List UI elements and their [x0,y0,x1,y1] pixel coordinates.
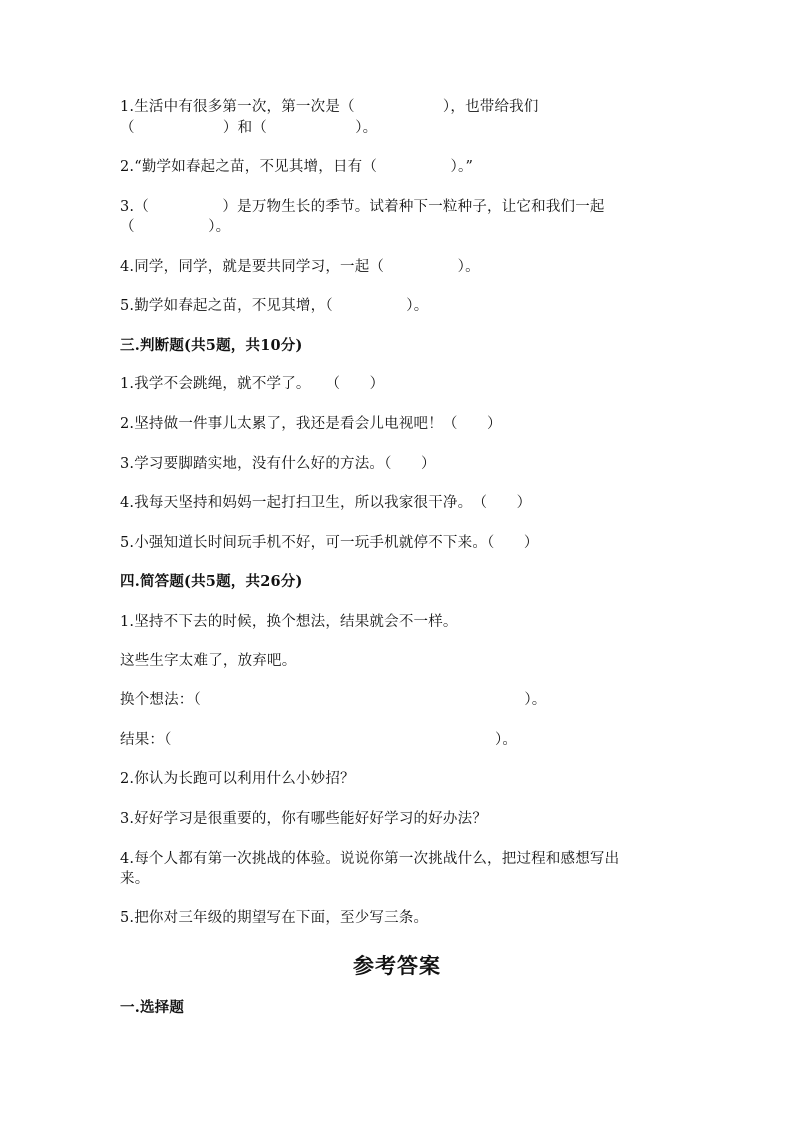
short-answer-question-1-result: 结果：（ ）。 [120,732,518,748]
fill-blank-question-4: 4.同学，同学，就是要共同学习，一起（ ）。 [120,259,480,275]
fill-blank-question-1-line-1: 1.生活中有很多第一次，第一次是（ ），也带给我们 [120,99,539,115]
short-answer-question-1-example: 这些生字太难了，放弃吧。 [120,653,297,669]
short-answer-question-1-think: 换个想法：（ ）。 [120,692,547,708]
judge-question-3: 3.学习要脚踏实地，没有什么好的方法。（ ） [120,456,436,472]
judge-section-heading: 三.判断题(共5题，共10分) [120,337,303,354]
judge-question-5: 5.小强知道长时间玩手机不好，可一玩手机就停不下来。（ ） [120,535,539,551]
short-answer-question-1: 1.坚持不下去的时候，换个想法，结果就会不一样。 [120,614,458,630]
short-answer-question-5: 5.把你对三年级的期望写在下面，至少写三条。 [120,910,429,926]
short-answer-section-heading: 四.简答题(共5题，共26分) [120,573,303,590]
fill-blank-question-3-line-1: 3.（ ）是万物生长的季节。试着种下一粒种子，让它和我们一起 [120,199,605,215]
fill-blank-question-5: 5.勤学如春起之苗，不见其增，（ ）。 [120,298,429,314]
answer-section-1-heading: 一.选择题 [120,999,185,1016]
answer-key-title: 参考答案 [353,953,441,978]
short-answer-question-4-line-1: 4.每个人都有第一次挑战的体验。说说你第一次挑战什么，把过程和感想写出 [120,851,620,867]
fill-blank-question-1-line-2: （ ）和（ ）。 [120,120,378,136]
judge-question-1: 1.我学不会跳绳，就不学了。 （ ） [120,376,385,392]
fill-blank-question-2: 2.“勤学如春起之苗，不见其增，日有（ ）。” [120,159,474,175]
fill-blank-question-3-line-2: （ ）。 [120,219,231,235]
short-answer-question-4-line-2: 来。 [120,871,150,887]
judge-question-4: 4.我每天坚持和妈妈一起打扫卫生，所以我家很干净。 （ ） [120,495,532,511]
judge-question-2: 2.坚持做一件事儿太累了，我还是看会儿电视吧！（ ） [120,416,502,432]
short-answer-question-3: 3.好好学习是很重要的，你有哪些能好好学习的好办法？ [120,811,488,827]
short-answer-question-2: 2.你认为长跑可以利用什么小妙招？ [120,771,355,787]
